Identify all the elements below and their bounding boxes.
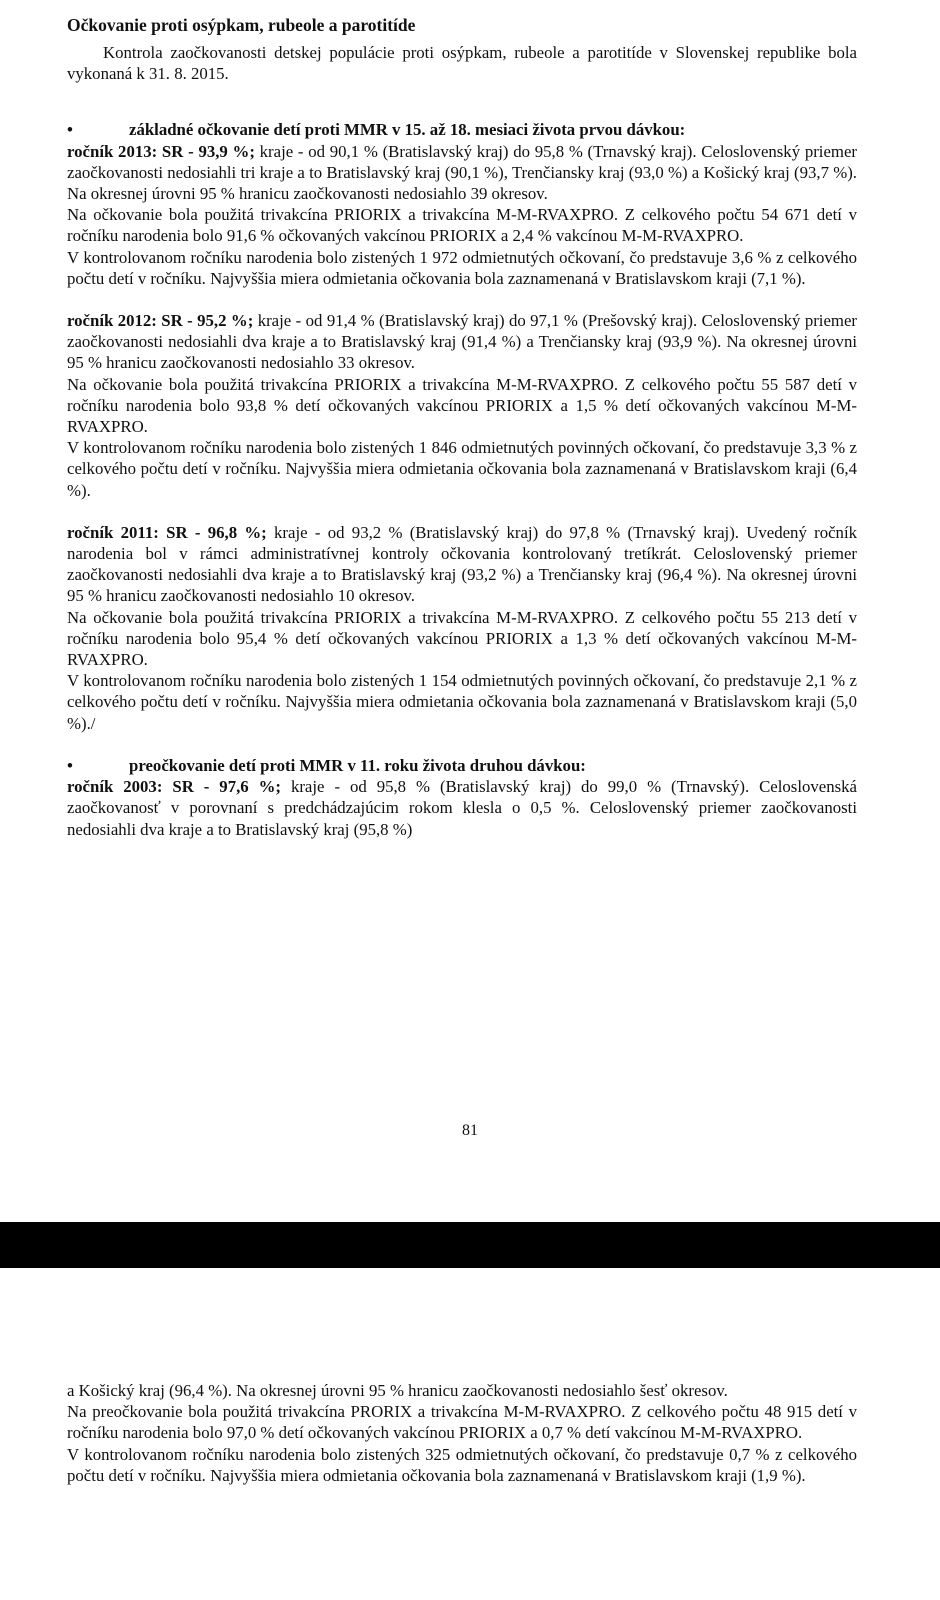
cohort-2011-refusals: V kontrolovanom ročníku narodenia bolo zistených 1 154 odmietnutých povinných očkovaní, čo predstavuje 2,1 % z celkového počtu detí v ročníku. Najvyššia miera odmietania očkovania bola zaznamenaná v Bratislavskom kraji (5,0 %)./ xyxy=(67,671,857,733)
cohort-2013-paragraph xyxy=(67,141,857,205)
subsection-heading-primary-dose xyxy=(67,119,857,140)
cohort-2003-lead: ročník 2003: SR - 97,6 %; xyxy=(67,777,281,797)
spacer xyxy=(67,501,857,522)
page-separator xyxy=(0,1222,940,1268)
cohort-2003-vaccines: Na preočkovanie bola použitá trivakcína PRORIX a trivakcína M-M-RVAXPRO. Z celkového počtu 48 915 detí v ročníku narodenia bolo 97,0 % detí očkovaných vakcínou PRIORIX a 0,7 % detí vakcínou M-M-RVAXPRO. xyxy=(67,1402,857,1443)
page-number: 81 xyxy=(462,1122,478,1139)
spacer xyxy=(67,734,857,755)
cohort-2013-text: kraje - od 90,1 % (Bratislavský kraj) do 95,8 % (Trnavský kraj). Celoslovenský priemer zaočkovanosti nedosiahli tri kraje a to Bratislavský kraj (90,1 %), Trenčiansky kraj (93,0 %) a Košický kraj (93,7 %). Na okresnej úrovni 95 % hranicu zaočkovanosti nedosiahlo 39 okresov. xyxy=(67,141,858,204)
page-content xyxy=(67,1380,857,1486)
cohort-2011-vaccines: Na očkovanie bola použitá trivakcína PRIORIX a trivakcína M-M-RVAXPRO. Z celkového počtu 55 213 detí v ročníku narodenia bolo 95,4 % detí očkovaných vakcínou PRIORIX a 1,3 % detí očkovaných vakcínou M-M-RVAXPRO. xyxy=(67,607,857,670)
section-heading: Očkovanie proti osýpkam, rubeole a parotitíde xyxy=(67,15,416,35)
cohort-2013-refusals: V kontrolovanom ročníku narodenia bolo zistených 1 972 odmietnutých očkovaní, čo predstavuje 3,6 % z celkového počtu detí v ročníku. Najvyššia miera odmietania očkovania bola zaznamenaná v Bratislavskom kraji (7,1 %). xyxy=(67,247,857,288)
spacer xyxy=(67,105,857,119)
cohort-2003-refusals: V kontrolovanom ročníku narodenia bolo zistených 325 odmietnutých očkovaní, čo predstavuje 0,7 % z celkového počtu detí v ročníku. Najvyššia miera odmietania očkovania bola zaznamenaná v Bratislavskom kraji (1,9 %). xyxy=(67,1444,857,1485)
cohort-2012-text: kraje - od 91,4 % (Bratislavský kraj) do 97,1 % (Prešovský kraj). Celoslovenský priemer zaočkovanosti nedosiahli dva kraje a to Bratislavský kraj (91,4 %) a Trenčiansky kraj (93,9 %). Na okresnej úrovni 95 % hranicu zaočkovanosti nedosiahlo 33 okresov. xyxy=(67,311,857,373)
cohort-2011-paragraph xyxy=(67,522,857,607)
cohort-2003-paragraph xyxy=(67,776,857,840)
cohort-2003-continuation: a Košický kraj (96,4 %). Na okresnej úrovni 95 % hranicu zaočkovanosti nedosiahlo šesť okresov. xyxy=(67,1381,728,1400)
cohort-2012-paragraph xyxy=(67,310,857,374)
cohort-2012-refusals: V kontrolovanom ročníku narodenia bolo zistených 1 846 odmietnutých povinných očkovaní, čo predstavuje 3,3 % z celkového počtu detí v ročníku. Najvyššia miera odmietania očkovania bola zaznamenaná v Bratislavskom kraji (6,4 %). xyxy=(67,438,857,500)
cohort-2013-lead: ročník 2013: SR - 93,9 %; xyxy=(67,141,255,161)
intro-paragraph: Kontrola zaočkovanosti detskej populácie proti osýpkam, rubeole a parotitíde v Slovenskej republike bola vykonaná k 31. 8. 2015. xyxy=(67,43,857,84)
cohort-2012-lead: ročník 2012: SR - 95,2 %; xyxy=(67,311,254,331)
bullet-icon: • xyxy=(67,120,73,140)
subsection-title: základné očkovanie detí proti MMR v 15. až 18. mesiaci života prvou dávkou: xyxy=(129,120,686,140)
spacer xyxy=(67,289,857,310)
cohort-2013-vaccines: Na očkovanie bola použitá trivakcína PRIORIX a trivakcína M-M-RVAXPRO. Z celkového počtu 54 671 detí v ročníku narodenia bolo 91,6 % očkovaných vakcínou PRIORIX a 2,4 % vakcínou M-M-RVAXPRO. xyxy=(67,205,857,246)
page-content xyxy=(67,14,857,840)
cohort-2012-vaccines: Na očkovanie bola použitá trivakcína PRIORIX a trivakcína M-M-RVAXPRO. Z celkového počtu 55 587 detí v ročníku narodenia bolo 93,8 % detí očkovaných vakcínou PRIORIX a 1,5 % detí očkovaných vakcínou M-M-RVAXPRO. xyxy=(67,374,857,437)
bullet-icon: • xyxy=(67,755,73,775)
cohort-2003-text: kraje - od 95,8 % (Bratislavský kraj) do 99,0 % (Trnavský). Celoslovenská zaočkovanosť v porovnaní s predchádzajúcim rokom klesla o 0,5 %. Celoslovenský priemer zaočkovanosti nedosiahli dva kraje a to Bratislavský kraj (95,8 %) xyxy=(67,777,857,839)
cohort-2011-lead: ročník 2011: SR - 96,8 %; xyxy=(67,522,267,542)
subsection-title: preočkovanie detí proti MMR v 11. roku života druhou dávkou: xyxy=(129,755,586,775)
spacer xyxy=(67,84,857,105)
cohort-2011-text: kraje - od 93,2 % (Bratislavský kraj) do 97,8 % (Trnavský kraj). Uvedený ročník narodenia bol v rámci administratívnej kontroly očkovania kontrolovaný tretíkrát. Celoslovenský priemer zaočkovanosti nedosiahli dva kraje a to Bratislavský kraj (93,2 %) a Trenčiansky kraj (96,4 %). Na okresnej úrovni 95 % hranicu zaočkovanosti nedosiahlo 10 okresov. xyxy=(67,522,857,606)
document-page-82 xyxy=(0,1268,940,1600)
subsection-heading-revaccination xyxy=(67,755,857,776)
